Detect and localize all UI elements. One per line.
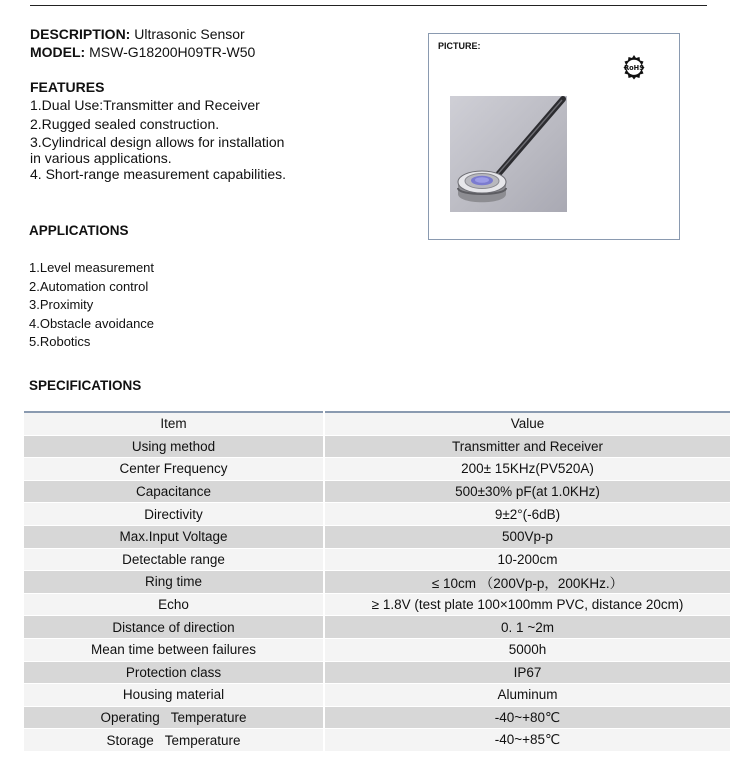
spec-value: IP67 bbox=[324, 661, 730, 684]
picture-box bbox=[428, 33, 680, 240]
feature-item: 3.Cylindrical design allows for installation bbox=[30, 134, 285, 150]
spec-value: ≥ 1.8V (test plate 100×100mm PVC, distance 20cm) bbox=[324, 593, 730, 616]
spec-item: Protection class bbox=[24, 661, 324, 684]
spec-item: Distance of direction bbox=[24, 616, 324, 639]
feature-item: 4. Short-range measurement capabilities. bbox=[30, 165, 287, 182]
application-item: 2.Automation control bbox=[29, 278, 149, 294]
header-value: Value bbox=[324, 412, 730, 435]
description-line bbox=[30, 25, 255, 43]
specifications-table bbox=[24, 411, 730, 752]
application-item: 5.Robotics bbox=[29, 334, 91, 349]
spec-value: Transmitter and Receiver bbox=[324, 435, 730, 458]
feature-item: in various applications. bbox=[30, 151, 172, 165]
table-row bbox=[24, 706, 730, 729]
table-header-row bbox=[24, 412, 730, 435]
table-row bbox=[24, 593, 730, 616]
rohs-text: RoHS bbox=[624, 63, 644, 72]
model-value: MSW-G18200H09TR-W50 bbox=[89, 44, 256, 60]
spec-item: Center Frequency bbox=[24, 458, 324, 481]
spec-value: -40~+80℃ bbox=[324, 706, 730, 729]
spec-item: Capacitance bbox=[24, 480, 324, 503]
spec-item: Ring time bbox=[24, 571, 324, 594]
top-rule bbox=[30, 5, 707, 6]
table-row bbox=[24, 616, 730, 639]
spec-value: 500±30% pF(at 1.0KHz) bbox=[324, 480, 730, 503]
table-row bbox=[24, 458, 730, 481]
spec-value: 500Vp-p bbox=[324, 525, 730, 548]
table-row bbox=[24, 480, 730, 503]
application-item: 1.Level measurement bbox=[29, 260, 155, 275]
spec-value: -40~+85℃ bbox=[324, 729, 730, 752]
feature-item: 2.Rugged sealed construction. bbox=[30, 115, 220, 132]
model-line bbox=[30, 43, 255, 61]
application-item: 4.Obstacle avoidance bbox=[29, 315, 155, 331]
table-row bbox=[24, 435, 730, 458]
table-row bbox=[24, 571, 730, 594]
table-row bbox=[24, 661, 730, 684]
spec-item: Echo bbox=[24, 593, 324, 616]
spec-item: Using method bbox=[24, 435, 324, 458]
spec-item: Directivity bbox=[24, 503, 324, 526]
features-block bbox=[30, 78, 286, 183]
spec-item: Max.Input Voltage bbox=[24, 525, 324, 548]
applications-list bbox=[29, 259, 154, 352]
spec-value: 10-200cm bbox=[324, 548, 730, 571]
description-value: Ultrasonic Sensor bbox=[134, 26, 245, 42]
sensor-image bbox=[450, 96, 567, 212]
header-item: Item bbox=[24, 412, 324, 435]
spec-value: Aluminum bbox=[324, 684, 730, 707]
table-row bbox=[24, 729, 730, 752]
rohs-logo bbox=[622, 54, 646, 80]
specifications-title: SPECIFICATIONS bbox=[29, 378, 142, 393]
table-row bbox=[24, 638, 730, 661]
description-label: DESCRIPTION: bbox=[30, 26, 131, 42]
table-row bbox=[24, 548, 730, 571]
spec-item: Mean time between failures bbox=[24, 638, 324, 661]
spec-value: ≤ 10cm （200Vp-p，200KHz.） bbox=[324, 571, 730, 594]
spec-item: Detectable range bbox=[24, 548, 324, 571]
table-row bbox=[24, 684, 730, 707]
description-block bbox=[30, 25, 255, 61]
features-title: FEATURES bbox=[30, 79, 105, 95]
spec-item: Storage Temperature bbox=[24, 729, 324, 752]
spec-value: 200± 15KHz(PV520A) bbox=[324, 458, 730, 481]
table-row bbox=[24, 503, 730, 526]
spec-value: 5000h bbox=[324, 638, 730, 661]
spec-item: Operating Temperature bbox=[24, 706, 324, 729]
model-label: MODEL: bbox=[30, 44, 86, 60]
table-row bbox=[24, 525, 730, 548]
spec-item: Housing material bbox=[24, 684, 324, 707]
picture-label: PICTURE: bbox=[438, 41, 481, 51]
applications-title: APPLICATIONS bbox=[29, 223, 129, 238]
application-item: 3.Proximity bbox=[29, 297, 94, 312]
feature-item: 1.Dual Use:Transmitter and Receiver bbox=[30, 97, 260, 113]
spec-value: 0. 1 ~2m bbox=[324, 616, 730, 639]
product-photo bbox=[450, 96, 567, 212]
spec-value: 9±2°(-6dB) bbox=[324, 503, 730, 526]
